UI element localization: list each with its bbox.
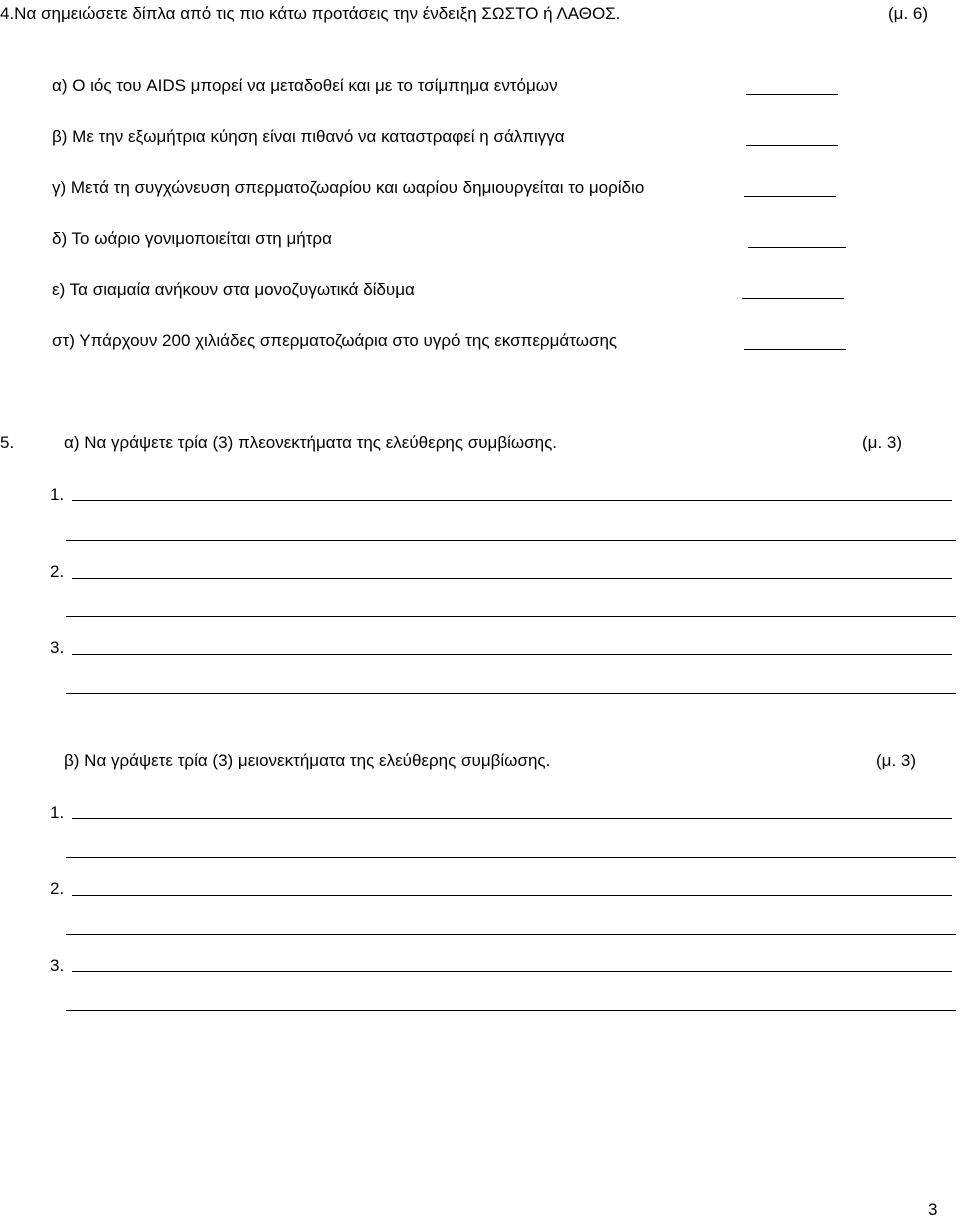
answer-blank-a[interactable] — [746, 94, 838, 95]
question-5b-prompt: β) Να γράψετε τρία (3) μειονεκτήματα της ελεύθερης συμβίωσης. — [64, 751, 551, 770]
answer-line[interactable] — [72, 895, 952, 896]
item-number: 1. — [50, 485, 65, 504]
answer-blank-e[interactable] — [742, 298, 844, 299]
question-5-number: 5. — [0, 433, 15, 452]
item-number: 3. — [50, 638, 65, 657]
item-number: 3. — [50, 956, 65, 975]
answer-line[interactable] — [72, 654, 952, 655]
answer-blank-st[interactable] — [744, 349, 846, 350]
answer-line[interactable] — [72, 500, 952, 501]
answer-line[interactable] — [72, 971, 952, 972]
statement-d: δ) Το ωάριο γονιμοποιείται στη μήτρα — [52, 229, 332, 248]
answer-line[interactable] — [66, 616, 956, 617]
item-number: 2. — [50, 879, 65, 898]
answer-line[interactable] — [72, 818, 952, 819]
answer-line[interactable] — [66, 857, 956, 858]
item-number: 1. — [50, 803, 65, 822]
question-5a-marks: (μ. 3) — [862, 433, 903, 452]
question-5a-prompt: α) Να γράψετε τρία (3) πλεονεκτήματα της ελεύθερης συμβίωσης. — [64, 433, 558, 452]
answer-line[interactable] — [66, 934, 956, 935]
question-5b-marks: (μ. 3) — [876, 751, 917, 770]
answer-line[interactable] — [66, 540, 956, 541]
statement-b: β) Με την εξωμήτρια κύηση είναι πιθανό να καταστραφεί η σάλπιγγα — [52, 127, 565, 146]
answer-blank-c[interactable] — [744, 196, 836, 197]
statement-e: ε) Τα σιαμαία ανήκουν στα μονοζυγωτικά δίδυμα — [52, 280, 415, 299]
question-4-title: 4.Να σημειώσετε δίπλα από τις πιο κάτω προτάσεις την ένδειξη ΣΩΣΤΟ ή ΛΑΘΟΣ. — [0, 4, 621, 23]
answer-line[interactable] — [66, 693, 956, 694]
answer-blank-d[interactable] — [748, 247, 846, 248]
statement-a: α) Ο ιός του AIDS μπορεί να μεταδοθεί και με το τσίμπημα εντόμων — [52, 76, 558, 95]
answer-line[interactable] — [72, 578, 952, 579]
answer-blank-b[interactable] — [746, 145, 838, 146]
statement-c: γ) Μετά τη συγχώνευση σπερματοζωαρίου και ωαρίου δημιουργείται το μορίδιο — [52, 178, 645, 197]
page-number: 3 — [928, 1200, 938, 1219]
question-4-marks: (μ. 6) — [888, 4, 929, 23]
answer-line[interactable] — [66, 1010, 956, 1011]
item-number: 2. — [50, 562, 65, 581]
statement-st: στ) Υπάρχουν 200 χιλιάδες σπερματοζωάρια στο υγρό της εκσπερμάτωσης — [52, 331, 618, 350]
